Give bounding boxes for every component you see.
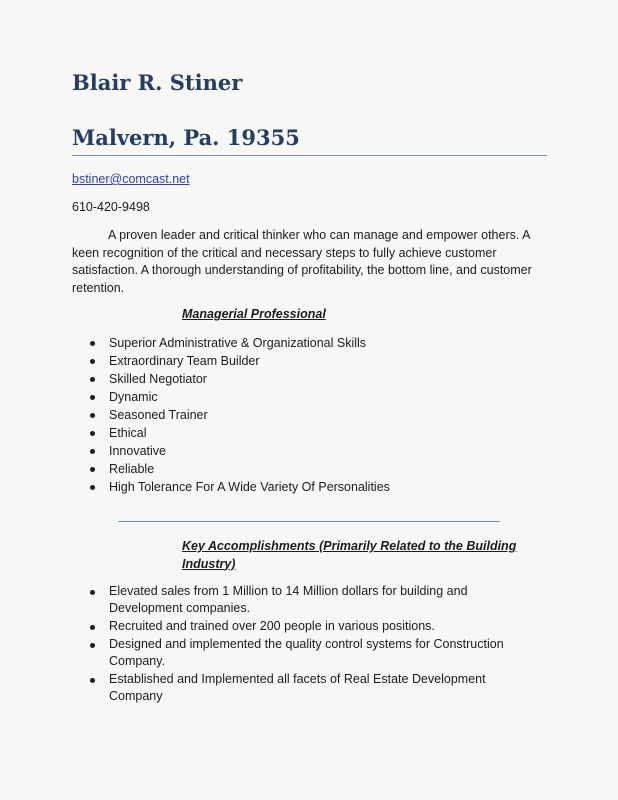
- email-link[interactable]: bstiner@comcast.net: [72, 172, 190, 186]
- bullet-icon: [90, 625, 95, 630]
- list-item: [88, 334, 518, 352]
- list-item: [88, 370, 518, 388]
- list-item-text: Designed and implemented the quality control systems for Construction Company.: [109, 637, 504, 668]
- bullet-icon: [90, 590, 95, 595]
- list-item-text: Elevated sales from 1 Million to 14 Million dollars for building and Development companies.: [109, 584, 468, 615]
- bullet-icon: [90, 359, 95, 364]
- bullet-icon: [90, 485, 95, 490]
- list-item-text: Skilled Negotiator: [109, 372, 207, 386]
- list-item: [88, 618, 518, 635]
- accomplishments-list: [88, 583, 518, 706]
- header-divider: [72, 155, 547, 156]
- summary-paragraph: A proven leader and critical thinker who can manage and empower others. A keen recognition of the critical and necessary steps to fully achieve customer satisfaction. A thorough understanding of profitability, the bottom line, and customer retention.: [72, 228, 532, 295]
- list-item: [88, 460, 518, 478]
- bullet-icon: [90, 449, 95, 454]
- list-item: [88, 442, 518, 460]
- list-item-text: Innovative: [109, 444, 166, 458]
- list-item: [88, 388, 518, 406]
- list-item: [88, 406, 518, 424]
- list-item-text: Recruited and trained over 200 people in various positions.: [109, 619, 435, 633]
- list-item: [88, 671, 518, 705]
- bullet-icon: [90, 431, 95, 436]
- accomplishments-heading: Key Accomplishments (Primarily Related to the Building Industry): [182, 539, 517, 571]
- phone-number: 610-420-9498: [72, 200, 150, 214]
- list-item: [88, 478, 518, 496]
- bullet-icon: [90, 341, 95, 346]
- bullet-icon: [90, 413, 95, 418]
- list-item: [88, 583, 518, 617]
- list-item-text: Established and Implemented all facets of Real Estate Development Company: [109, 672, 486, 703]
- list-item-text: High Tolerance For A Wide Variety Of Personalities: [109, 480, 390, 494]
- list-item-text: Ethical: [109, 426, 147, 440]
- managerial-skills-list: [88, 334, 518, 496]
- list-item-text: Seasoned Trainer: [109, 408, 208, 422]
- bullet-icon: [90, 395, 95, 400]
- list-item-text: Superior Administrative & Organizational Skills: [109, 336, 367, 350]
- applicant-name: Blair R. Stiner: [72, 70, 243, 95]
- list-item: [88, 352, 518, 370]
- section-divider: [118, 521, 500, 522]
- bullet-icon: [90, 643, 95, 648]
- list-item-text: Extraordinary Team Builder: [109, 354, 260, 368]
- bullet-icon: [90, 377, 95, 382]
- list-item-text: Dynamic: [109, 390, 158, 404]
- list-item: [88, 636, 518, 670]
- bullet-icon: [90, 678, 95, 683]
- applicant-location: Malvern, Pa. 19355: [72, 125, 300, 150]
- managerial-heading: Managerial Professional: [182, 307, 326, 321]
- list-item-text: Reliable: [109, 462, 155, 476]
- bullet-icon: [90, 467, 95, 472]
- list-item: [88, 424, 518, 442]
